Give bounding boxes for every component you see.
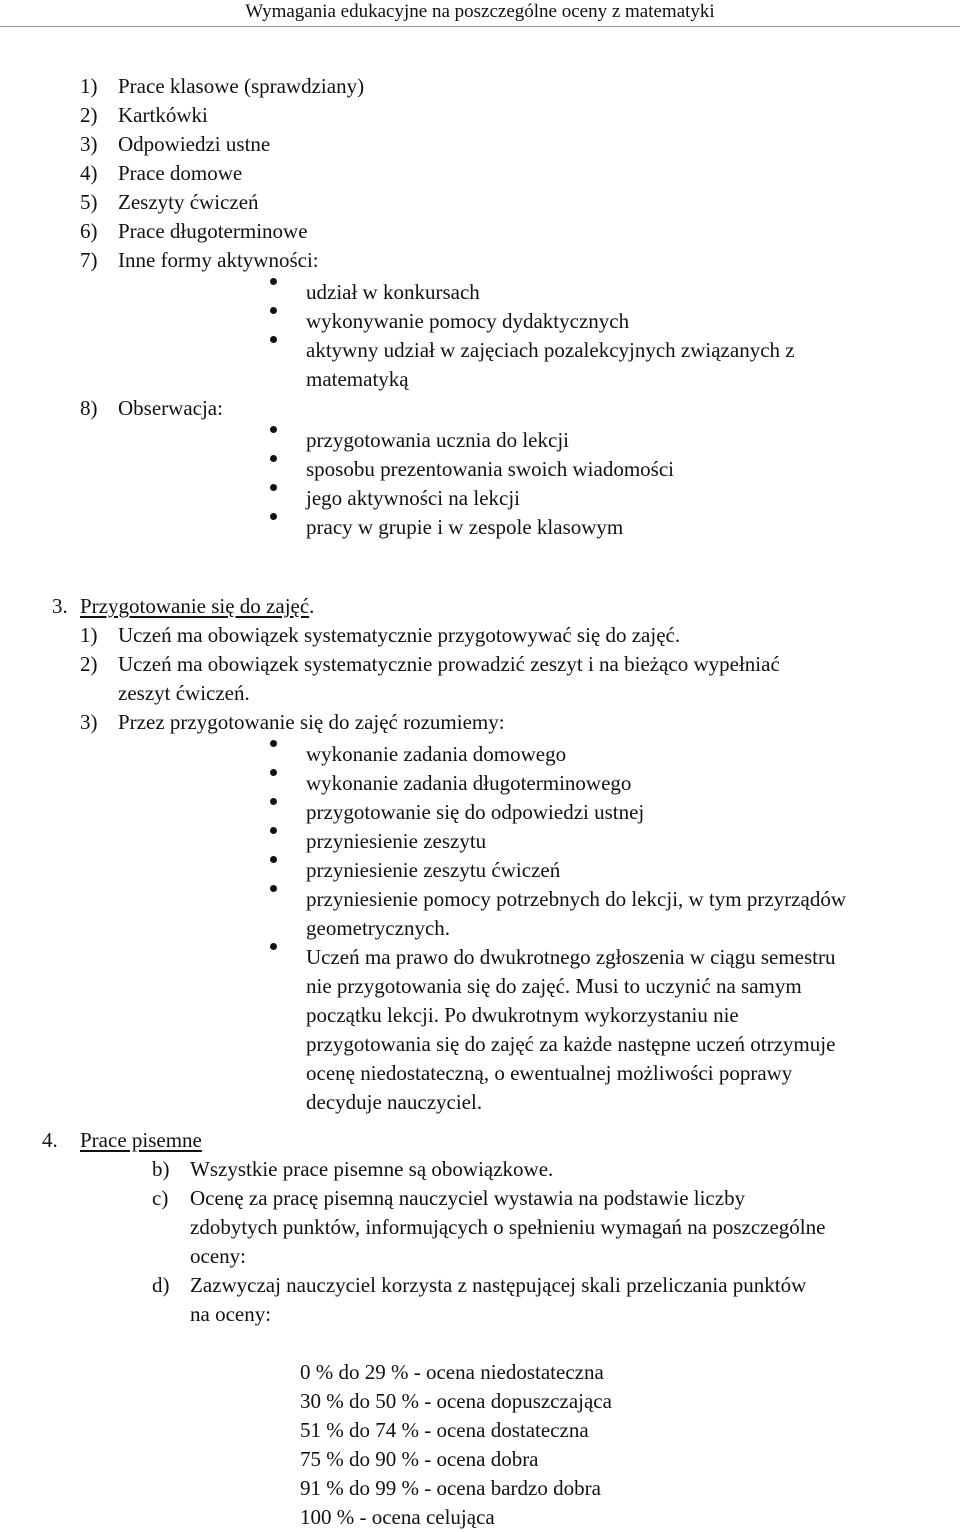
bullet-icon bbox=[270, 307, 277, 314]
grade-scale-row bbox=[0, 1503, 960, 1532]
item-text: Ocenę za pracę pisemną nauczyciel wystawia na podstawie liczby bbox=[190, 1186, 746, 1210]
page-header bbox=[0, 0, 960, 27]
grade-scale-row bbox=[0, 1445, 960, 1474]
bullet-icon bbox=[270, 426, 277, 433]
bullet-icon bbox=[270, 885, 277, 892]
item-text: Prace długoterminowe bbox=[118, 219, 308, 243]
bullet-icon bbox=[270, 856, 277, 863]
bullet-icon bbox=[270, 827, 277, 834]
bullet-icon bbox=[270, 740, 277, 747]
bullet-item bbox=[0, 885, 960, 914]
bullet-item bbox=[0, 798, 960, 827]
item-text: Zazwyczaj nauczyciel korzysta z następującej skali przeliczania punktów bbox=[190, 1273, 807, 1297]
bullet-item bbox=[0, 307, 960, 336]
bullet-item bbox=[0, 513, 960, 542]
bullet-text: przygotowania się do zajęć za każde następne uczeń otrzymuje bbox=[306, 1032, 836, 1056]
bullet-text: przyniesienie zeszytu ćwiczeń bbox=[306, 858, 561, 882]
list-item bbox=[0, 72, 960, 101]
grade-range: 0 % do 29 % - ocena niedostateczna bbox=[300, 1360, 604, 1384]
item-text: zeszyt ćwiczeń. bbox=[118, 681, 250, 705]
bullet-item bbox=[0, 278, 960, 307]
bullet-text: przyniesienie pomocy potrzebnych do lekcji, w tym przyrządów bbox=[306, 887, 846, 911]
grade-range: 30 % do 50 % - ocena dopuszczająca bbox=[300, 1389, 612, 1413]
header-title: Wymagania edukacyjne na poszczególne oceny z matematyki bbox=[245, 1, 715, 22]
list-item bbox=[0, 159, 960, 188]
bullet-item bbox=[0, 1001, 960, 1030]
list-item bbox=[0, 1213, 960, 1242]
section-title: Przygotowanie się do zajęć bbox=[80, 594, 310, 618]
list-item bbox=[0, 1184, 960, 1213]
list-item bbox=[0, 1271, 960, 1300]
section-written-work bbox=[0, 1126, 960, 1329]
grade-scale-row bbox=[0, 1416, 960, 1445]
bullet-text: sposobu prezentowania swoich wiadomości bbox=[306, 457, 675, 481]
item-text: Kartkówki bbox=[118, 103, 208, 127]
bullet-text: przyniesienie zeszytu bbox=[306, 829, 487, 853]
bullet-icon bbox=[270, 336, 277, 343]
bullet-text: aktywny udział w zajęciach pozalekcyjnych związanych z bbox=[306, 338, 795, 362]
bullet-text: pracy w grupie i w zespole klasowym bbox=[306, 515, 624, 539]
list-item bbox=[0, 246, 960, 275]
bullet-item bbox=[0, 455, 960, 484]
section-number: 3. bbox=[52, 594, 68, 618]
bullet-item bbox=[0, 769, 960, 798]
grade-scale-row bbox=[0, 1387, 960, 1416]
list-item bbox=[0, 101, 960, 130]
bullet-icon bbox=[270, 943, 277, 950]
item-number: 4) bbox=[80, 161, 98, 185]
list-item bbox=[0, 621, 960, 650]
grade-range: 75 % do 90 % - ocena dobra bbox=[300, 1447, 539, 1471]
item-number: 3) bbox=[80, 710, 98, 734]
bullet-item bbox=[0, 740, 960, 769]
item-text: Obserwacja: bbox=[118, 396, 223, 420]
item-text: Zeszyty ćwiczeń bbox=[118, 190, 259, 214]
list-item bbox=[0, 130, 960, 159]
bullet-item bbox=[0, 856, 960, 885]
bullet-icon bbox=[270, 484, 277, 491]
item-letter: b) bbox=[152, 1157, 170, 1181]
bullet-item bbox=[0, 1088, 960, 1117]
bullet-text: wykonywanie pomocy dydaktycznych bbox=[306, 309, 630, 333]
item-text: na oceny: bbox=[190, 1302, 272, 1326]
bullet-text: ocenę niedostateczną, o ewentualnej możliwości poprawy bbox=[306, 1061, 793, 1085]
bullet-text: geometrycznych. bbox=[306, 916, 451, 940]
item-number: 2) bbox=[80, 652, 98, 676]
section-heading bbox=[0, 1126, 960, 1155]
item-letter: c) bbox=[152, 1186, 169, 1210]
section-title-wrap bbox=[80, 592, 314, 621]
item-text: Odpowiedzi ustne bbox=[118, 132, 271, 156]
bullet-item bbox=[0, 914, 960, 943]
bullet-text: wykonanie zadania długoterminowego bbox=[306, 771, 632, 795]
item-text: Uczeń ma obowiązek systematycznie prowadzić zeszyt i na bieżąco wypełniać bbox=[118, 652, 780, 676]
item-text: Inne formy aktywności: bbox=[118, 248, 319, 272]
grade-scale-row bbox=[0, 1358, 960, 1387]
bullet-text: Uczeń ma prawo do dwukrotnego zgłoszenia w ciągu semestru bbox=[306, 945, 836, 969]
section-preparation bbox=[0, 592, 960, 1117]
bullet-item bbox=[0, 827, 960, 856]
grade-range: 100 % - ocena celująca bbox=[300, 1505, 495, 1529]
bullet-text: udział w konkursach bbox=[306, 280, 480, 304]
item-number: 6) bbox=[80, 219, 98, 243]
list-item bbox=[0, 1300, 960, 1329]
section-title-period: . bbox=[309, 594, 315, 618]
item-text: oceny: bbox=[190, 1244, 246, 1268]
item-number: 8) bbox=[80, 396, 98, 420]
grade-range: 51 % do 74 % - ocena dostateczna bbox=[300, 1418, 589, 1442]
grade-range: 91 % do 99 % - ocena bardzo dobra bbox=[300, 1476, 601, 1500]
item-number: 1) bbox=[80, 623, 98, 647]
bullet-item bbox=[0, 336, 960, 365]
section-title: Prace pisemne bbox=[80, 1128, 202, 1152]
list-item bbox=[0, 1155, 960, 1184]
bullet-text: początku lekcji. Po dwukrotnym wykorzystaniu nie bbox=[306, 1003, 739, 1027]
bullet-item bbox=[0, 943, 960, 972]
bullet-item bbox=[0, 484, 960, 513]
bullet-icon bbox=[270, 513, 277, 520]
item-text: Wszystkie prace pisemne są obowiązkowe. bbox=[190, 1157, 554, 1181]
list-item bbox=[0, 708, 960, 737]
item-number: 3) bbox=[80, 132, 98, 156]
list-item bbox=[0, 1242, 960, 1271]
list-item bbox=[0, 679, 960, 708]
item-text: Uczeń ma obowiązek systematycznie przygotowywać się do zajęć. bbox=[118, 623, 681, 647]
bullet-text: przygotowanie się do odpowiedzi ustnej bbox=[306, 800, 645, 824]
item-text: Prace klasowe (sprawdziany) bbox=[118, 74, 365, 98]
section-heading bbox=[0, 592, 960, 621]
bullet-text: wykonanie zadania domowego bbox=[306, 742, 567, 766]
item-text: zdobytych punktów, informujących o spełnieniu wymagań na poszczególne bbox=[190, 1215, 826, 1239]
list-item bbox=[0, 217, 960, 246]
section-number: 4. bbox=[42, 1128, 58, 1152]
item-number: 7) bbox=[80, 248, 98, 272]
grade-scale bbox=[0, 1358, 960, 1532]
list-item bbox=[0, 650, 960, 679]
list-item bbox=[0, 394, 960, 423]
item-number: 1) bbox=[80, 74, 98, 98]
bullet-icon bbox=[270, 798, 277, 805]
bullet-icon bbox=[270, 455, 277, 462]
bullet-item bbox=[0, 972, 960, 1001]
bullet-item bbox=[0, 365, 960, 394]
list-item bbox=[0, 188, 960, 217]
bullet-item bbox=[0, 1030, 960, 1059]
item-letter: d) bbox=[152, 1273, 170, 1297]
bullet-item bbox=[0, 426, 960, 455]
assessment-forms-list bbox=[0, 72, 960, 542]
bullet-text: decyduje nauczyciel. bbox=[306, 1090, 483, 1114]
bullet-icon bbox=[270, 769, 277, 776]
bullet-text: przygotowania ucznia do lekcji bbox=[306, 428, 569, 452]
bullet-text: jego aktywności na lekcji bbox=[306, 486, 521, 510]
bullet-text: matematyką bbox=[306, 367, 409, 391]
item-number: 2) bbox=[80, 103, 98, 127]
item-number: 5) bbox=[80, 190, 98, 214]
item-text: Prace domowe bbox=[118, 161, 243, 185]
bullet-text: nie przygotowania się do zajęć. Musi to uczynić na samym bbox=[306, 974, 802, 998]
item-text: Przez przygotowanie się do zajęć rozumiemy: bbox=[118, 710, 505, 734]
bullet-item bbox=[0, 1059, 960, 1088]
bullet-icon bbox=[270, 278, 277, 285]
grade-scale-row bbox=[0, 1474, 960, 1503]
